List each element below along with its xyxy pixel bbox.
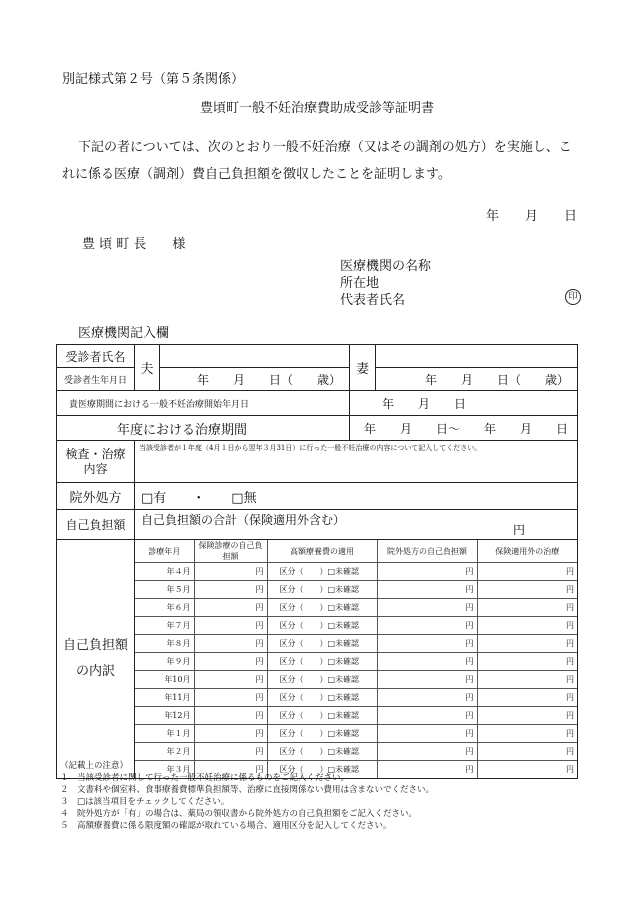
prescription-burden-cell[interactable]: 円 xyxy=(377,599,477,617)
exam-note[interactable]: 当該受診者が１年度（4月１日から翌年３月31日）に行った一般不妊治療の内容について記入してください。 xyxy=(135,441,578,483)
note-item: １ 当該受診者に関して行った一般不妊治療に係るものをご記入ください。 xyxy=(60,773,350,783)
notes xyxy=(60,760,434,832)
breakdown-row xyxy=(135,671,577,689)
uninsured-cell[interactable]: 円 xyxy=(477,599,577,617)
insured-burden-cell[interactable]: 円 xyxy=(194,707,267,725)
uninsured-cell[interactable]: 円 xyxy=(477,563,577,581)
high-cost-cell[interactable]: 区分（ ）□未確認 xyxy=(267,725,377,743)
month-cell: 年４月 xyxy=(135,563,194,581)
document-title: 豊頃町一般不妊治療費助成受診等証明書 xyxy=(200,101,435,116)
burden-total-yen: 円 xyxy=(512,523,525,537)
address-label: 所在地 xyxy=(340,276,380,291)
note-item: ５ 高額療養費に係る限度額の確認が取れている場合、適用区分を記入してください。 xyxy=(60,821,392,831)
intro-line-2: れに係る医療（調剤）費自己負担額を徴収したことを証明します。 xyxy=(62,167,451,182)
high-cost-cell[interactable]: 区分（ ）□未確認 xyxy=(267,635,377,653)
birthdate-label: 受診者生年月日 xyxy=(57,368,135,391)
breakdown-row xyxy=(135,563,577,581)
breakdown-row xyxy=(135,743,577,761)
high-cost-cell[interactable]: 区分（ ）□未確認 xyxy=(267,689,377,707)
notes-header: （記載上の注意） xyxy=(60,761,129,771)
high-cost-cell[interactable]: 区分（ ）□未確認 xyxy=(267,563,377,581)
uninsured-cell[interactable]: 円 xyxy=(477,617,577,635)
month-cell: 年７月 xyxy=(135,617,194,635)
high-cost-cell[interactable]: 区分（ ）□未確認 xyxy=(267,743,377,761)
uninsured-cell[interactable]: 円 xyxy=(477,653,577,671)
addressee: 豊 頃 町 長 様 xyxy=(82,237,186,252)
breakdown-header: 保険診療の自己負担額 xyxy=(194,540,267,563)
burden-label: 自己負担額 xyxy=(57,510,135,540)
high-cost-cell[interactable]: 区分（ ）□未確認 xyxy=(267,617,377,635)
insured-burden-cell[interactable]: 円 xyxy=(194,725,267,743)
month-cell: 年６月 xyxy=(135,599,194,617)
husband-birthdate-field[interactable]: 年 月 日（ 歳） xyxy=(160,368,350,391)
burden-total-label: 自己負担額の合計（保険適用外含む） xyxy=(141,513,346,527)
breakdown-header: 高額療養費の適用 xyxy=(267,540,377,563)
high-cost-cell[interactable]: 区分（ ）□未確認 xyxy=(267,599,377,617)
uninsured-cell[interactable]: 円 xyxy=(477,725,577,743)
month-cell: 年１月 xyxy=(135,725,194,743)
month-cell: 年９月 xyxy=(135,653,194,671)
uninsured-cell[interactable]: 円 xyxy=(477,671,577,689)
prescription-burden-cell[interactable]: 円 xyxy=(377,707,477,725)
prescription-burden-cell[interactable]: 円 xyxy=(377,689,477,707)
breakdown-header: 診療年月 xyxy=(135,540,194,563)
high-cost-cell[interactable]: 区分（ ）□未確認 xyxy=(267,671,377,689)
high-cost-cell[interactable]: 区分（ ）□未確認 xyxy=(267,653,377,671)
uninsured-cell[interactable]: 円 xyxy=(477,635,577,653)
breakdown-row xyxy=(135,653,577,671)
breakdown-row xyxy=(135,617,577,635)
high-cost-cell[interactable]: 区分（ ）□未確認 xyxy=(267,707,377,725)
month-cell: 年５月 xyxy=(135,581,194,599)
prescription-burden-cell[interactable]: 円 xyxy=(377,635,477,653)
month-cell: 年10月 xyxy=(135,671,194,689)
burden-total-field[interactable] xyxy=(135,510,578,540)
seal-mark: 印 xyxy=(565,289,581,305)
treatment-period-label: 年度における治療期間 xyxy=(57,416,350,441)
uninsured-cell[interactable]: 円 xyxy=(477,707,577,725)
treatment-period-field[interactable]: 年 月 日～ 年 月 日 xyxy=(350,416,578,441)
wife-name-field[interactable] xyxy=(376,345,578,368)
prescription-burden-cell[interactable]: 円 xyxy=(377,653,477,671)
form-number: 別記様式第２号（第５条関係） xyxy=(62,72,245,87)
breakdown-row xyxy=(135,599,577,617)
prescription-burden-cell[interactable]: 円 xyxy=(377,563,477,581)
wife-birthdate-field[interactable]: 年 月 日（ 歳） xyxy=(376,368,578,391)
insured-burden-cell[interactable]: 円 xyxy=(194,653,267,671)
insured-burden-cell[interactable]: 円 xyxy=(194,563,267,581)
uninsured-cell[interactable]: 円 xyxy=(477,743,577,761)
month-cell: 年８月 xyxy=(135,635,194,653)
insured-burden-cell[interactable]: 円 xyxy=(194,671,267,689)
breakdown-label: 自己負担額の内訳 xyxy=(57,540,135,779)
prescription-label: 院外処方 xyxy=(57,483,135,510)
breakdown-row xyxy=(135,707,577,725)
husband-label: 夫 xyxy=(135,345,160,391)
breakdown-row xyxy=(135,581,577,599)
uninsured-cell[interactable]: 円 xyxy=(477,581,577,599)
month-cell: 年２月 xyxy=(135,743,194,761)
month-cell: 年12月 xyxy=(135,707,194,725)
prescription-options[interactable]: □有 ・ □無 xyxy=(135,483,578,510)
breakdown-header: 院外処方の自己負担額 xyxy=(377,540,477,563)
month-cell: 年３月 xyxy=(135,761,194,779)
breakdown-header: 保険適用外の治療 xyxy=(477,540,577,563)
insured-burden-cell[interactable]: 円 xyxy=(194,761,267,779)
note-item: ２ 文書料や個室料、食事療養費標準負担額等、治療に直接関係ない費用は含まないでください。 xyxy=(60,785,435,795)
insured-burden-cell[interactable]: 円 xyxy=(194,581,267,599)
insured-burden-cell[interactable]: 円 xyxy=(194,689,267,707)
husband-name-field[interactable] xyxy=(160,345,350,368)
note-item: ４ 院外処方が「有」の場合は、薬局の領収書から院外処方の自己負担額をご記入ください。 xyxy=(60,809,418,819)
prescription-burden-cell[interactable]: 円 xyxy=(377,617,477,635)
breakdown-row xyxy=(135,689,577,707)
section-label: 医療機関記入欄 xyxy=(78,326,170,341)
note-item: ３ □は該当項目をチェックしてください。 xyxy=(60,797,230,807)
start-date-label: 貴医療期間における一般不妊治療開始年月日 xyxy=(57,391,350,416)
prescription-burden-cell[interactable]: 円 xyxy=(377,671,477,689)
prescription-burden-cell[interactable]: 円 xyxy=(377,581,477,599)
uninsured-cell[interactable]: 円 xyxy=(477,689,577,707)
prescription-burden-cell[interactable]: 円 xyxy=(377,761,477,779)
prescription-burden-cell[interactable]: 円 xyxy=(377,743,477,761)
representative-label: 代表者氏名 xyxy=(340,293,406,308)
certificate-table xyxy=(56,344,578,779)
uninsured-cell[interactable]: 円 xyxy=(477,761,577,779)
institution-name-label: 医療機関の名称 xyxy=(340,259,432,274)
month-cell: 年11月 xyxy=(135,689,194,707)
prescription-burden-cell[interactable]: 円 xyxy=(377,725,477,743)
high-cost-cell[interactable]: 区分（ ）□未確認 xyxy=(267,581,377,599)
exam-label: 検査・治療内容 xyxy=(57,441,135,483)
start-date-field[interactable]: 年 月 日 xyxy=(350,391,578,416)
insured-burden-cell[interactable]: 円 xyxy=(194,743,267,761)
breakdown-table xyxy=(135,540,577,778)
insured-burden-cell[interactable]: 円 xyxy=(194,599,267,617)
breakdown-row xyxy=(135,635,577,653)
insured-burden-cell[interactable]: 円 xyxy=(194,617,267,635)
high-cost-cell[interactable]: 区分（ ）□未確認 xyxy=(267,761,377,779)
insured-burden-cell[interactable]: 円 xyxy=(194,635,267,653)
issue-date: 年 月 日 xyxy=(486,209,578,224)
breakdown-row xyxy=(135,725,577,743)
intro-line-1: 下記の者については、次のとおり一般不妊治療（又はその調剤の処方）を実施し、こ xyxy=(78,140,572,155)
patient-name-label: 受診者氏名 xyxy=(57,345,135,368)
wife-label: 妻 xyxy=(350,345,376,391)
